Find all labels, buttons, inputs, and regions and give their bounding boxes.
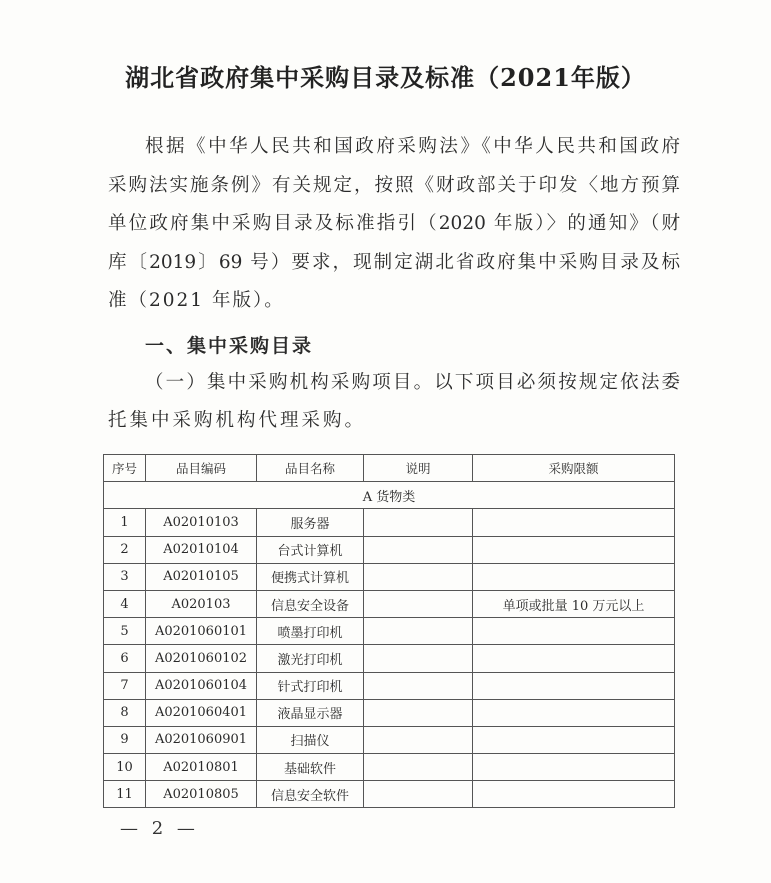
row-note xyxy=(364,699,473,726)
table-row xyxy=(104,536,675,563)
row-limit xyxy=(473,536,675,563)
table-row xyxy=(104,781,675,808)
row-limit xyxy=(473,726,675,753)
row-code: A02010104 xyxy=(146,536,257,563)
row-note xyxy=(364,645,473,672)
procurement-table xyxy=(103,454,675,808)
row-index: 4 xyxy=(104,590,146,617)
row-code: A02010105 xyxy=(146,563,257,590)
page-number: — 2 — xyxy=(120,818,199,839)
row-limit xyxy=(473,563,675,590)
row-index: 7 xyxy=(104,672,146,699)
row-limit xyxy=(473,754,675,781)
table-row xyxy=(104,672,675,699)
header-limit: 采购限额 xyxy=(473,455,675,482)
header-name: 品目名称 xyxy=(257,455,364,482)
row-name: 台式计算机 xyxy=(257,536,364,563)
row-code: A0201060401 xyxy=(146,699,257,726)
intro-line: 单位政府集中采购目录及标准指引（2020 年版）〉的通知》（财 xyxy=(108,213,680,234)
row-index: 3 xyxy=(104,563,146,590)
row-limit xyxy=(473,618,675,645)
row-limit xyxy=(473,645,675,672)
row-note xyxy=(364,618,473,645)
row-limit xyxy=(473,781,675,808)
row-code: A02010805 xyxy=(146,781,257,808)
table-row xyxy=(104,509,675,536)
row-name: 信息安全软件 xyxy=(257,781,364,808)
row-index: 1 xyxy=(104,509,146,536)
row-code: A02010103 xyxy=(146,509,257,536)
row-limit xyxy=(473,672,675,699)
header-index: 序号 xyxy=(104,455,146,482)
intro-line: 采购法实施条例》有关规定，按照《财政部关于印发〈地方预算 xyxy=(108,175,680,196)
header-note: 说明 xyxy=(364,455,473,482)
category-row xyxy=(104,482,675,509)
row-code: A0201060102 xyxy=(146,645,257,672)
table-header-row xyxy=(104,455,675,482)
section-heading: 一、集中采购目录 xyxy=(145,335,314,357)
row-note xyxy=(364,590,473,617)
row-note xyxy=(364,726,473,753)
row-note xyxy=(364,536,473,563)
row-name: 基础软件 xyxy=(257,754,364,781)
row-limit xyxy=(473,509,675,536)
row-name: 信息安全设备 xyxy=(257,590,364,617)
row-index: 9 xyxy=(104,726,146,753)
row-name: 便携式计算机 xyxy=(257,563,364,590)
table-row xyxy=(104,754,675,781)
header-code: 品目编码 xyxy=(146,455,257,482)
table-row xyxy=(104,645,675,672)
subsection-line: （一）集中采购机构采购项目。以下项目必须按规定依法委 xyxy=(145,372,680,393)
row-index: 2 xyxy=(104,536,146,563)
row-name: 喷墨打印机 xyxy=(257,618,364,645)
row-name: 扫描仪 xyxy=(257,726,364,753)
table-row xyxy=(104,726,675,753)
table-row xyxy=(104,699,675,726)
row-index: 6 xyxy=(104,645,146,672)
intro-line: 库〔2019〕69 号）要求，现制定湖北省政府集中采购目录及标 xyxy=(108,252,680,273)
row-index: 11 xyxy=(104,781,146,808)
row-limit: 单项或批量 10 万元以上 xyxy=(473,590,675,617)
row-index: 8 xyxy=(104,699,146,726)
row-name: 服务器 xyxy=(257,509,364,536)
row-code: A02010801 xyxy=(146,754,257,781)
category-label: A 货物类 xyxy=(104,482,675,509)
table-row xyxy=(104,590,675,617)
row-index: 5 xyxy=(104,618,146,645)
row-code: A0201060101 xyxy=(146,618,257,645)
row-note xyxy=(364,781,473,808)
table-row xyxy=(104,618,675,645)
row-note xyxy=(364,563,473,590)
row-name: 液晶显示器 xyxy=(257,699,364,726)
row-name: 针式打印机 xyxy=(257,672,364,699)
row-code: A020103 xyxy=(146,590,257,617)
row-limit xyxy=(473,699,675,726)
table-row xyxy=(104,563,675,590)
intro-line: 准（2021 年版）。 xyxy=(108,290,285,311)
document-title: 湖北省政府集中采购目录及标准（2021年版） xyxy=(125,63,646,92)
row-note xyxy=(364,754,473,781)
row-note xyxy=(364,672,473,699)
row-code: A0201060901 xyxy=(146,726,257,753)
subsection-line: 托集中采购机构代理采购。 xyxy=(108,410,367,431)
row-code: A0201060104 xyxy=(146,672,257,699)
row-name: 激光打印机 xyxy=(257,645,364,672)
row-note xyxy=(364,509,473,536)
row-index: 10 xyxy=(104,754,146,781)
intro-line: 根据《中华人民共和国政府采购法》《中华人民共和国政府 xyxy=(145,136,680,157)
